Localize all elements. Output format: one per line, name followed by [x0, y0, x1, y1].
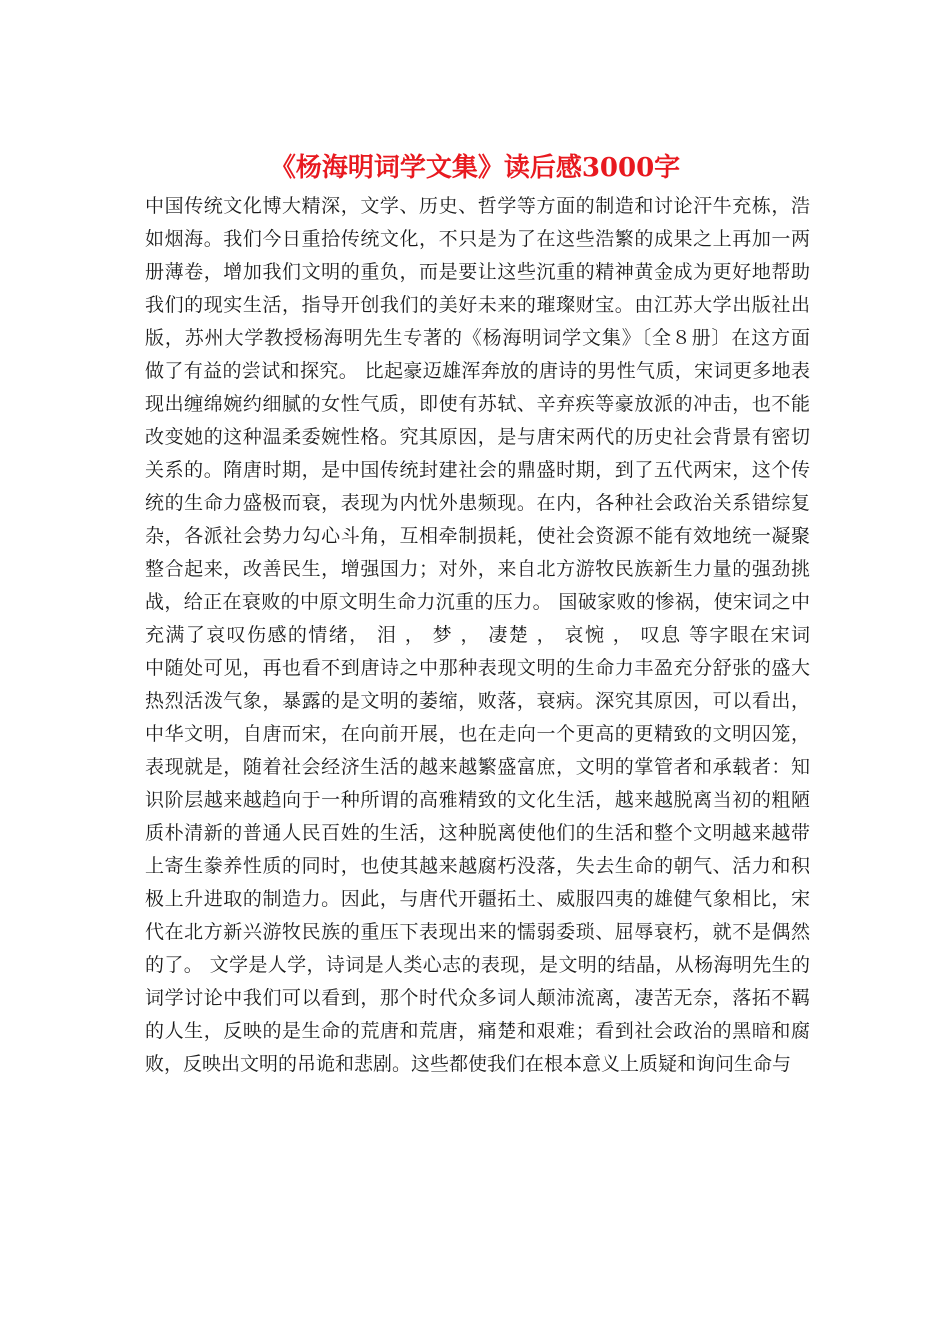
body-line: 中华文明，自唐而宋，在向前开展，也在走向一个更高的更精致的文明囚笼， [145, 723, 810, 745]
body-line: 我们的现实生活，指导开创我们的美好未来的璀璨财宝。由江苏大学出版社出 [145, 294, 810, 316]
body-line: 热烈活泼气象，暴露的是文明的萎缩，败落，衰病。深究其原因，可以看出， [145, 690, 810, 712]
body-line: 改变她的这种温柔委婉性格。究其原因，是与唐宋两代的历史社会背景有密切 [145, 426, 810, 448]
body-line: 极上升进取的制造力。因此，与唐代开疆拓土、威服四夷的雄健气象相比，宋 [145, 888, 810, 910]
body-line: 战，给正在衰败的中原文明生命力沉重的压力。 国破家败的惨祸，使宋词之中 [145, 591, 810, 613]
document-body [145, 190, 810, 1081]
document-title: 《杨海明词学文集》读后感3000字 [269, 153, 681, 183]
body-line: 败，反映出文明的吊诡和悲剧。这些都使我们在根本意义上质疑和询问生命与 [145, 1053, 792, 1075]
body-line: 关系的。隋唐时期，是中国传统封建社会的鼎盛时期，到了五代两宋，这个传 [145, 459, 810, 481]
body-line: 如烟海。我们今日重拾传统文化，不只是为了在这些浩繁的成果之上再加一两 [145, 228, 810, 250]
body-line: 中随处可见，再也看不到唐诗之中那种表现文明的生命力丰盈充分舒张的盛大 [145, 657, 810, 679]
body-line: 上寄生豢养性质的同时，也使其越来越腐朽没落，失去生命的朝气、活力和积 [145, 855, 810, 877]
body-line: 充满了哀叹伤感的情绪， 泪 ， 梦 ， 凄楚 ， 哀惋 ， 叹息 等字眼在宋词 [145, 624, 810, 646]
body-line: 词学讨论中我们可以看到，那个时代众多词人颠沛流离，凄苦无奈，落拓不羁 [145, 987, 810, 1009]
body-line: 做了有益的尝试和探究。 比起豪迈雄浑奔放的唐诗的男性气质，宋词更多地表 [145, 360, 810, 382]
body-line: 质朴清新的普通人民百姓的生活，这种脱离使他们的生活和整个文明越来越带 [145, 822, 810, 844]
body-line: 统的生命力盛极而衰，表现为内忧外患频现。在内，各种社会政治关系错综复 [145, 492, 810, 514]
body-line: 整合起来，改善民生，增强国力；对外，来自北方游牧民族新生力量的强劲挑 [145, 558, 810, 580]
body-line: 的了。 文学是人学，诗词是人类心志的表现，是文明的结晶，从杨海明先生的 [145, 954, 810, 976]
body-line: 识阶层越来越趋向于一种所谓的高雅精致的文化生活，越来越脱离当初的粗陋 [145, 789, 810, 811]
body-line: 表现就是，随着社会经济生活的越来越繁盛富庶，文明的掌管者和承载者：知 [145, 756, 810, 778]
body-line: 中国传统文化博大精深，文学、历史、哲学等方面的制造和讨论汗牛充栋，浩 [145, 195, 810, 217]
body-line: 杂，各派社会势力勾心斗角，互相牵制损耗，使社会资源不能有效地统一凝聚 [145, 525, 810, 547]
body-line: 册薄卷，增加我们文明的重负，而是要让这些沉重的精神黄金成为更好地帮助 [145, 261, 810, 283]
body-line: 代在北方新兴游牧民族的重压下表现出来的懦弱委琐、屈辱衰朽，就不是偶然 [145, 921, 810, 943]
body-line: 的人生，反映的是生命的荒唐和荒唐，痛楚和艰难；看到社会政治的黑暗和腐 [145, 1020, 810, 1042]
body-line: 现出缠绵婉约细腻的女性气质，即使有苏轼、辛弃疾等豪放派的冲击，也不能 [145, 393, 810, 415]
body-line: 版，苏州大学教授杨海明先生专著的《杨海明词学文集》〔全８册〕在这方面 [145, 327, 810, 349]
